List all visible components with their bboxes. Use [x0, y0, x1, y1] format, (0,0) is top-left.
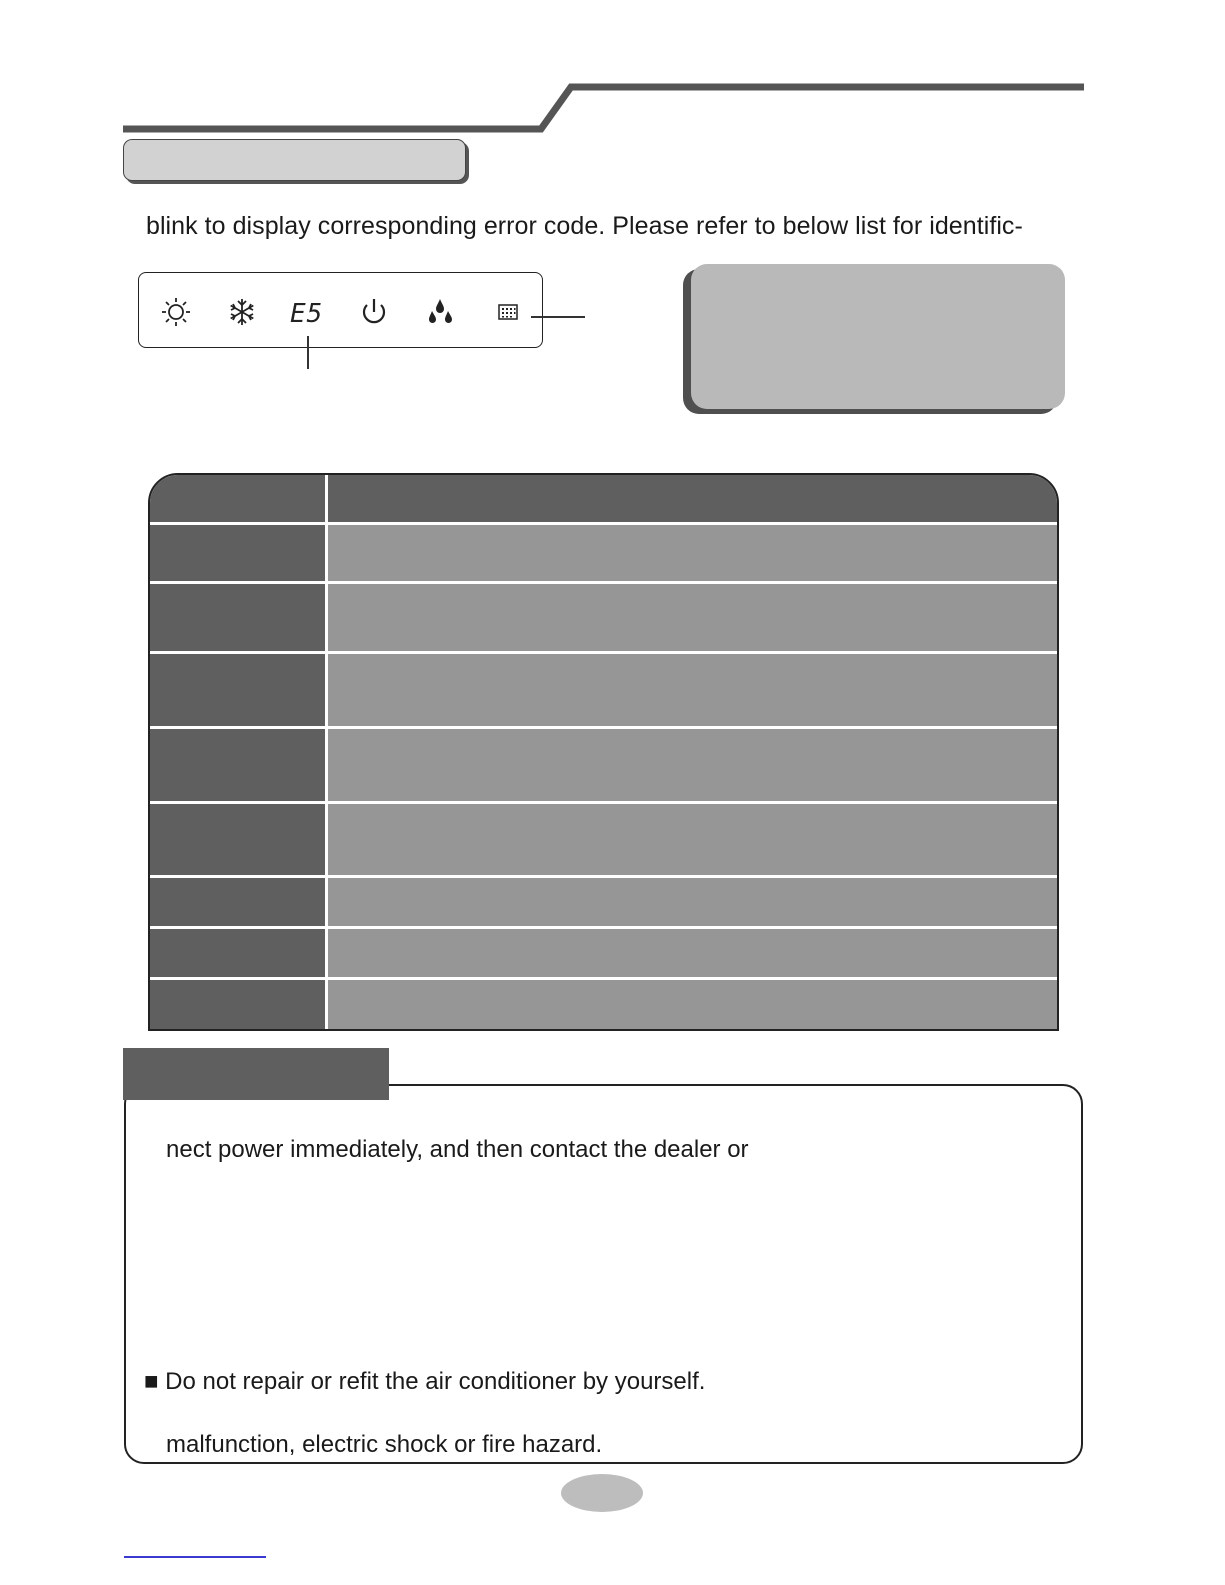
heat-icon — [159, 295, 193, 329]
table-row — [150, 878, 1057, 926]
table-row — [150, 729, 1057, 801]
code-cell — [150, 980, 325, 1031]
table-header-row — [150, 475, 1057, 522]
description-cell — [328, 980, 1057, 1031]
code-cell — [150, 584, 325, 651]
warning-line: ■ Do not repair or refit the air conditioner by yourself. — [144, 1368, 706, 1395]
warning-line: malfunction, electric shock or fire hazard. — [166, 1431, 603, 1458]
table-row — [150, 804, 1057, 875]
filter-icon — [491, 295, 525, 329]
table-row — [150, 584, 1057, 651]
page-number-oval — [561, 1474, 643, 1512]
footer-link-underline[interactable] — [124, 1556, 266, 1558]
table-row — [150, 929, 1057, 977]
table-row — [150, 654, 1057, 726]
table-row — [150, 980, 1057, 1031]
indicator-panel — [138, 272, 543, 348]
intro-text: blink to display corresponding error code. Please refer to below list for identific- — [146, 212, 1023, 240]
warning-box — [124, 1084, 1083, 1464]
header-description-cell — [328, 475, 1057, 522]
power-icon — [357, 295, 391, 329]
note-box — [691, 264, 1065, 409]
code-cell — [150, 729, 325, 801]
header-rule — [0, 0, 1225, 140]
error-code-display: E5 — [290, 299, 324, 329]
table-row — [150, 525, 1057, 581]
warning-line: nect power immediately, and then contact the dealer or — [166, 1136, 749, 1163]
description-cell — [328, 584, 1057, 651]
description-cell — [328, 525, 1057, 581]
description-cell — [328, 878, 1057, 926]
warning-label — [123, 1048, 389, 1100]
description-cell — [328, 729, 1057, 801]
section-title-tab — [123, 139, 466, 181]
error-code-table — [148, 473, 1059, 1031]
dehumidify-icon — [423, 295, 457, 329]
code-cell — [150, 804, 325, 875]
description-cell — [328, 654, 1057, 726]
code-cell — [150, 654, 325, 726]
description-cell — [328, 804, 1057, 875]
code-cell — [150, 525, 325, 581]
description-cell — [328, 929, 1057, 977]
filter-leader-line — [531, 316, 585, 318]
error-code-leader-line — [307, 336, 309, 369]
snowflake-icon — [225, 295, 259, 329]
